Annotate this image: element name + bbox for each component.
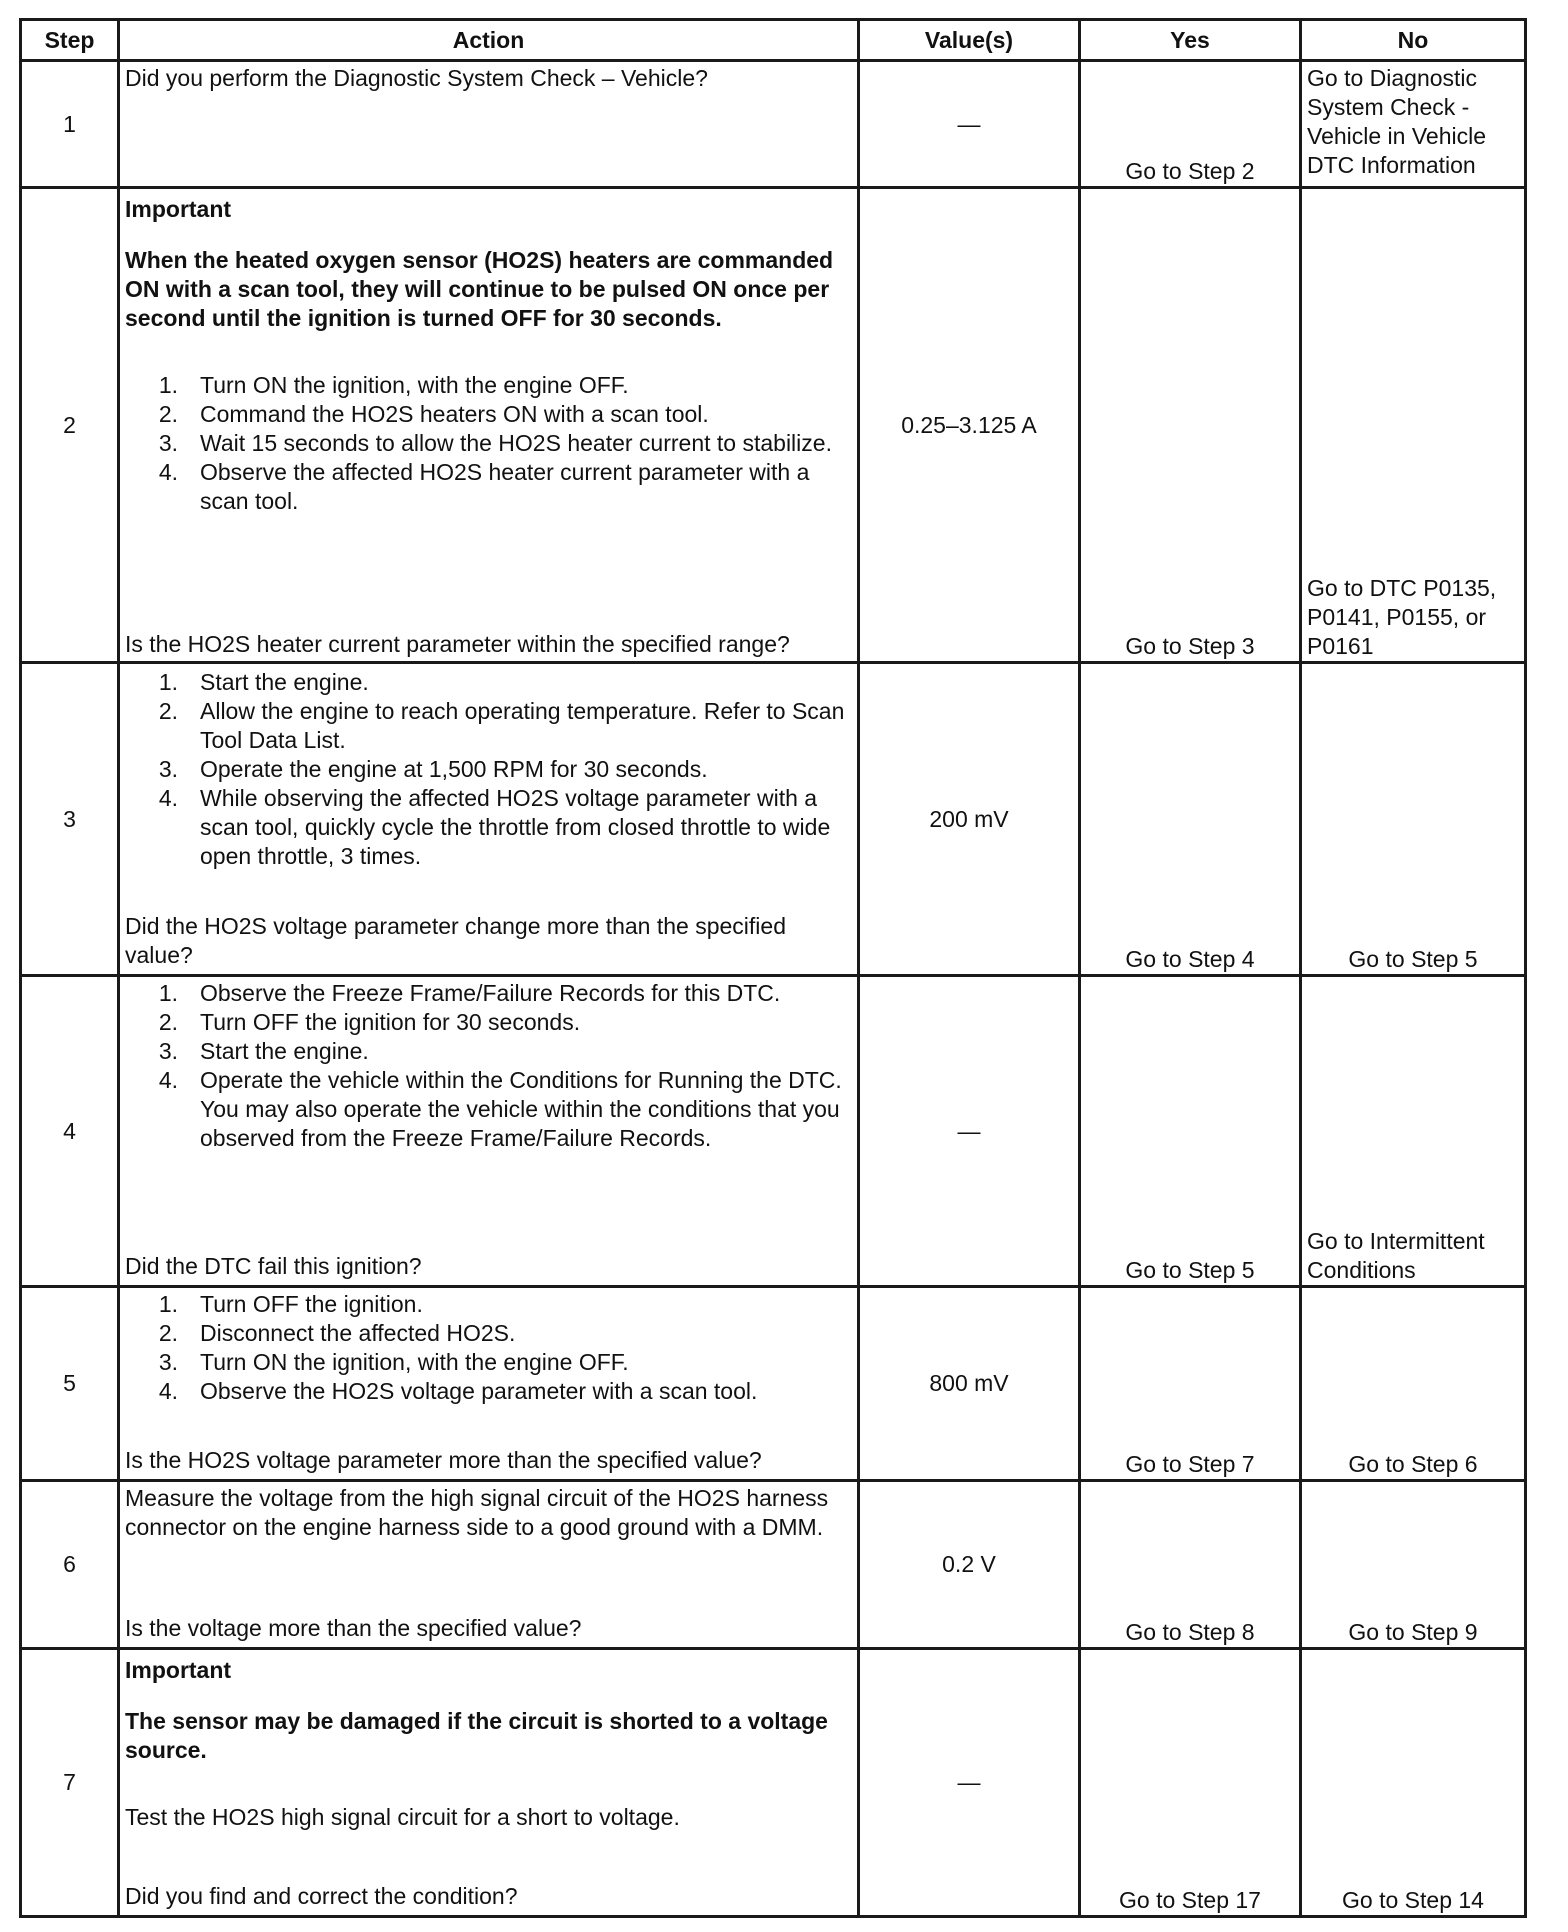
action-text: Measure the voltage from the high signal circuit of the HO2S harness connector on the engine harness side to a good ground with a DMM.	[125, 1485, 829, 1540]
step-number: 1	[21, 61, 119, 188]
yes-cell[interactable]: Go to Step 7	[1080, 1287, 1301, 1481]
table-row	[21, 1649, 1526, 1917]
header-yes: Yes	[1080, 20, 1301, 61]
list-item: 3. Turn ON the ignition, with the engine OFF.	[158, 1349, 629, 1375]
action-cell	[119, 1649, 859, 1917]
step-number: 4	[21, 976, 119, 1287]
question-text: Is the voltage more than the specified value?	[125, 1615, 582, 1641]
no-cell[interactable]: Go to Intermittent Conditions	[1301, 976, 1526, 1287]
table-row	[21, 61, 1526, 188]
action-cell	[119, 663, 859, 976]
diagnostic-table	[19, 18, 1527, 1918]
table-row	[21, 1287, 1526, 1481]
list-item: 4. Operate the vehicle within the Conditions for Running the DTC. You may also operate the vehicle within the conditions that you observed from the Freeze Frame/Failure Records.	[158, 1067, 842, 1151]
procedure-list	[125, 668, 852, 871]
action-text: Did you perform the Diagnostic System Check – Vehicle?	[125, 65, 708, 91]
procedure-list	[125, 371, 852, 516]
value-cell: 800 mV	[859, 1287, 1080, 1481]
yes-cell[interactable]: Go to Step 17	[1080, 1649, 1301, 1917]
list-item: 2. Disconnect the affected HO2S.	[158, 1320, 516, 1346]
no-cell[interactable]: Go to Diagnostic System Check - Vehicle in Vehicle DTC Information	[1301, 61, 1526, 188]
list-item: 1. Turn ON the ignition, with the engine OFF.	[158, 372, 629, 398]
table-row	[21, 1481, 1526, 1649]
value-cell: —	[859, 1649, 1080, 1917]
question-text: Did the DTC fail this ignition?	[125, 1253, 422, 1279]
step-number: 7	[21, 1649, 119, 1917]
header-row	[21, 20, 1526, 61]
yes-cell[interactable]: Go to Step 5	[1080, 976, 1301, 1287]
list-item: 3. Wait 15 seconds to allow the HO2S heater current to stabilize.	[158, 430, 832, 456]
list-item: 4. Observe the affected HO2S heater current parameter with a scan tool.	[158, 459, 810, 514]
yes-cell[interactable]: Go to Step 3	[1080, 188, 1301, 663]
yes-cell[interactable]: Go to Step 2	[1080, 61, 1301, 188]
important-title: Important	[125, 1657, 232, 1683]
action-cell	[119, 1481, 859, 1649]
step-number: 5	[21, 1287, 119, 1481]
yes-cell[interactable]: Go to Step 4	[1080, 663, 1301, 976]
action-cell	[119, 188, 859, 663]
important-text: When the heated oxygen sensor (HO2S) heaters are commanded ON with a scan tool, they will continue to be pulsed ON once per second until the ignition is turned OFF for 30 seconds.	[125, 247, 834, 331]
list-item: 1. Start the engine.	[158, 669, 369, 695]
list-item: 4. While observing the affected HO2S voltage parameter with a scan tool, quickly cycle the throttle from closed throttle to wide open throttle, 3 times.	[158, 785, 831, 869]
procedure-list	[125, 979, 852, 1153]
procedure-list	[125, 1290, 852, 1406]
question-text: Is the HO2S voltage parameter more than the specified value?	[125, 1447, 762, 1473]
list-item: 1. Turn OFF the ignition.	[158, 1291, 423, 1317]
action-cell	[119, 976, 859, 1287]
important-title: Important	[125, 196, 232, 222]
no-cell[interactable]: Go to Step 14	[1301, 1649, 1526, 1917]
yes-cell[interactable]: Go to Step 8	[1080, 1481, 1301, 1649]
header-no: No	[1301, 20, 1526, 61]
list-item: 2. Turn OFF the ignition for 30 seconds.	[158, 1009, 581, 1035]
list-item: 3. Start the engine.	[158, 1038, 369, 1064]
value-cell: 0.25–3.125 A	[859, 188, 1080, 663]
value-cell: 200 mV	[859, 663, 1080, 976]
table-row	[21, 663, 1526, 976]
action-cell	[119, 1287, 859, 1481]
table-row	[21, 976, 1526, 1287]
question-text: Is the HO2S heater current parameter within the specified range?	[125, 631, 790, 657]
step-number: 2	[21, 188, 119, 663]
header-step: Step	[21, 20, 119, 61]
value-cell: —	[859, 61, 1080, 188]
list-item: 4. Observe the HO2S voltage parameter with a scan tool.	[158, 1378, 758, 1404]
value-cell: 0.2 V	[859, 1481, 1080, 1649]
action-cell	[119, 61, 859, 188]
question-text: Did the HO2S voltage parameter change more than the specified value?	[125, 913, 786, 968]
question-text: Did you find and correct the condition?	[125, 1883, 518, 1909]
action-text: Test the HO2S high signal circuit for a short to voltage.	[125, 1804, 680, 1830]
header-action: Action	[119, 20, 859, 61]
step-number: 6	[21, 1481, 119, 1649]
no-cell[interactable]: Go to DTC P0135, P0141, P0155, or P0161	[1301, 188, 1526, 663]
header-values: Value(s)	[859, 20, 1080, 61]
list-item: 2. Allow the engine to reach operating temperature. Refer to Scan Tool Data List.	[158, 698, 845, 753]
no-cell[interactable]: Go to Step 6	[1301, 1287, 1526, 1481]
no-cell[interactable]: Go to Step 5	[1301, 663, 1526, 976]
list-item: 3. Operate the engine at 1,500 RPM for 30 seconds.	[158, 756, 708, 782]
list-item: 2. Command the HO2S heaters ON with a scan tool.	[158, 401, 709, 427]
list-item: 1. Observe the Freeze Frame/Failure Records for this DTC.	[158, 980, 781, 1006]
step-number: 3	[21, 663, 119, 976]
table-row	[21, 188, 1526, 663]
important-text: The sensor may be damaged if the circuit is shorted to a voltage source.	[125, 1708, 828, 1763]
no-cell[interactable]: Go to Step 9	[1301, 1481, 1526, 1649]
value-cell: —	[859, 976, 1080, 1287]
